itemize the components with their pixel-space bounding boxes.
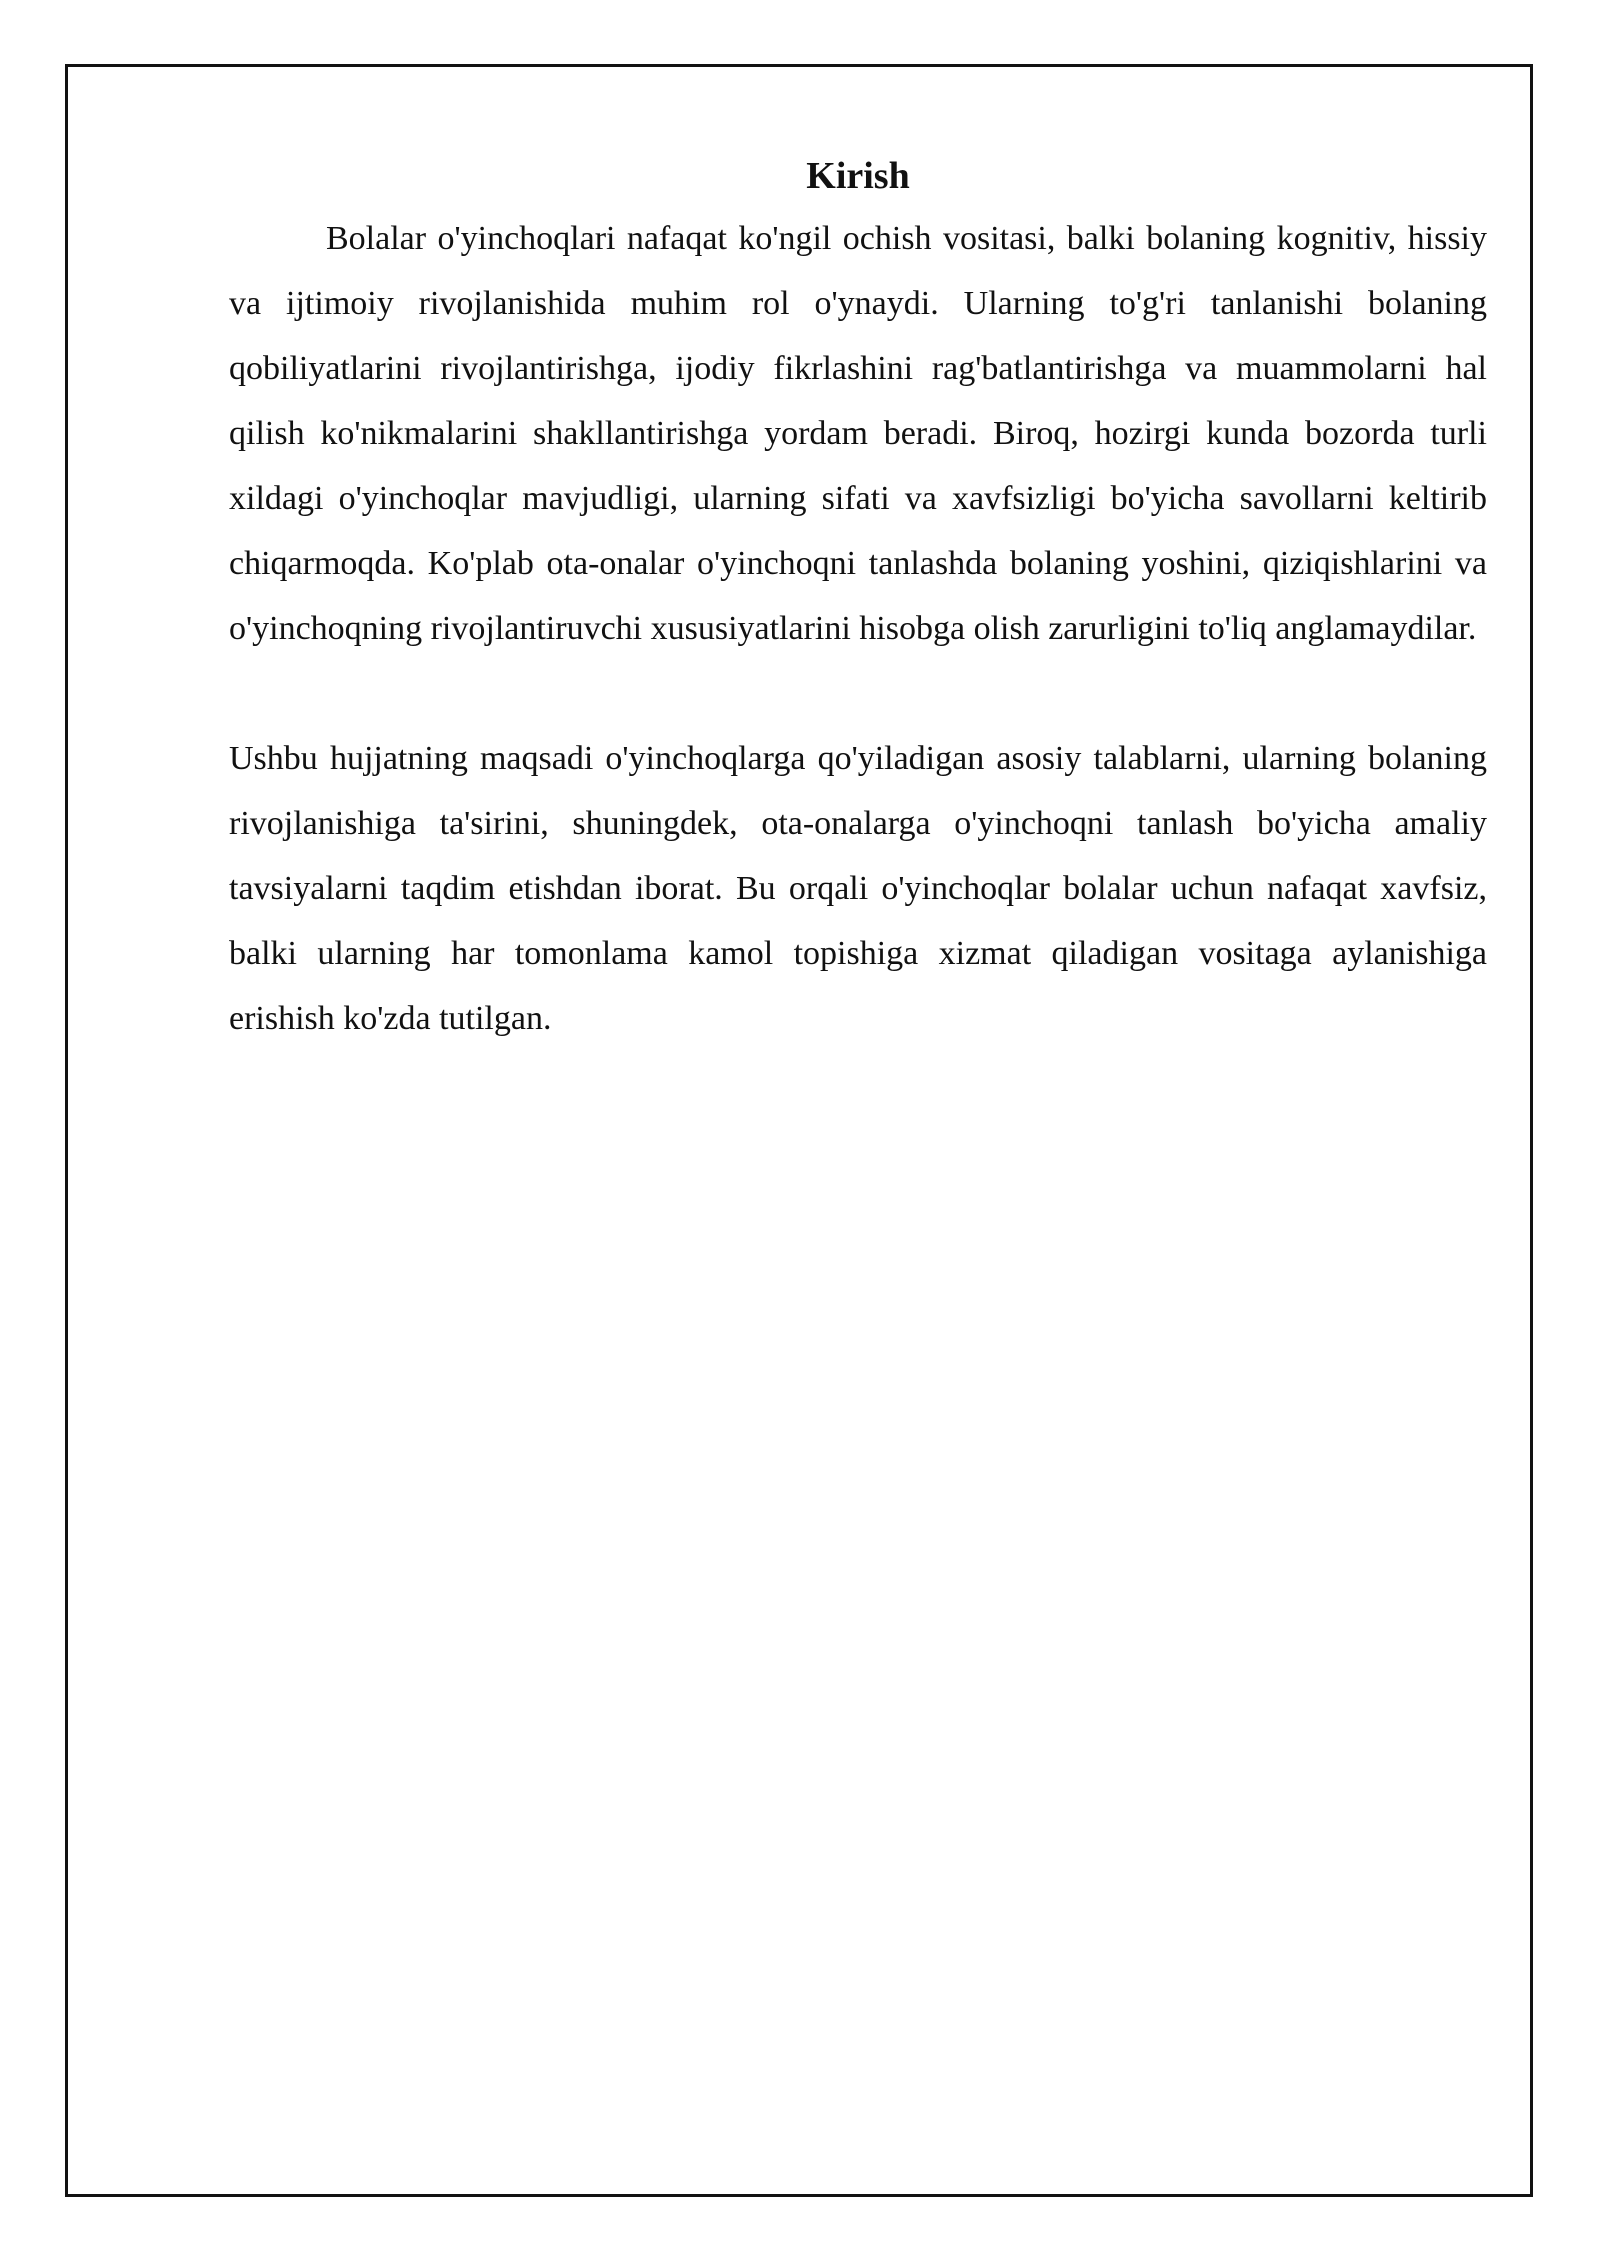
- document-title: Kirish: [806, 155, 910, 197]
- paragraph-2: Ushbu hujjatning maqsadi o'yinchoqlarga qo'yiladigan asosiy talablarni, ularning bolaning rivojlanishiga ta'sirini, shuningdek, ota-onalarga o'yinchoqni tanlash bo'yicha amaliy tavsiyalarni taqdim etishdan iborat. Bu orqali o'yinchoqlar bolalar uchun nafaqat xavfsiz, balki ularning har tomonlama kamol topishiga xizmat qiladigan vositaga aylanishiga erishish ko'zda tutilgan.: [229, 740, 1487, 1037]
- paragraph-gap: [229, 661, 1487, 726]
- document-body: [229, 150, 1487, 1051]
- paragraph-1: Bolalar o'yinchoqlari nafaqat ko'ngil ochish vositasi, balki bolaning kognitiv, hissiy va ijtimoiy rivojlanishida muhim rol o'ynaydi. Ularning to'g'ri tanlanishi bolaning qobiliyatlarini rivojlantirishga, ijodiy fikrlashini rag'batlantirishga va muammolarni hal qilish ko'nikmalarini shakllantirishga yordam beradi. Biroq, hozirgi kunda bozorda turli xildagi o'yinchoqlar mavjudligi, ularning sifati va xavfsizligi bo'yicha savollarni keltirib chiqarmoqda. Ko'plab ota-onalar o'yinchoqni tanlashda bolaning yoshini, qiziqishlarini va o'yinchoqning rivojlantiruvchi xususiyatlarini hisobga olish zarurligini to'liq anglamaydilar.: [229, 220, 1487, 647]
